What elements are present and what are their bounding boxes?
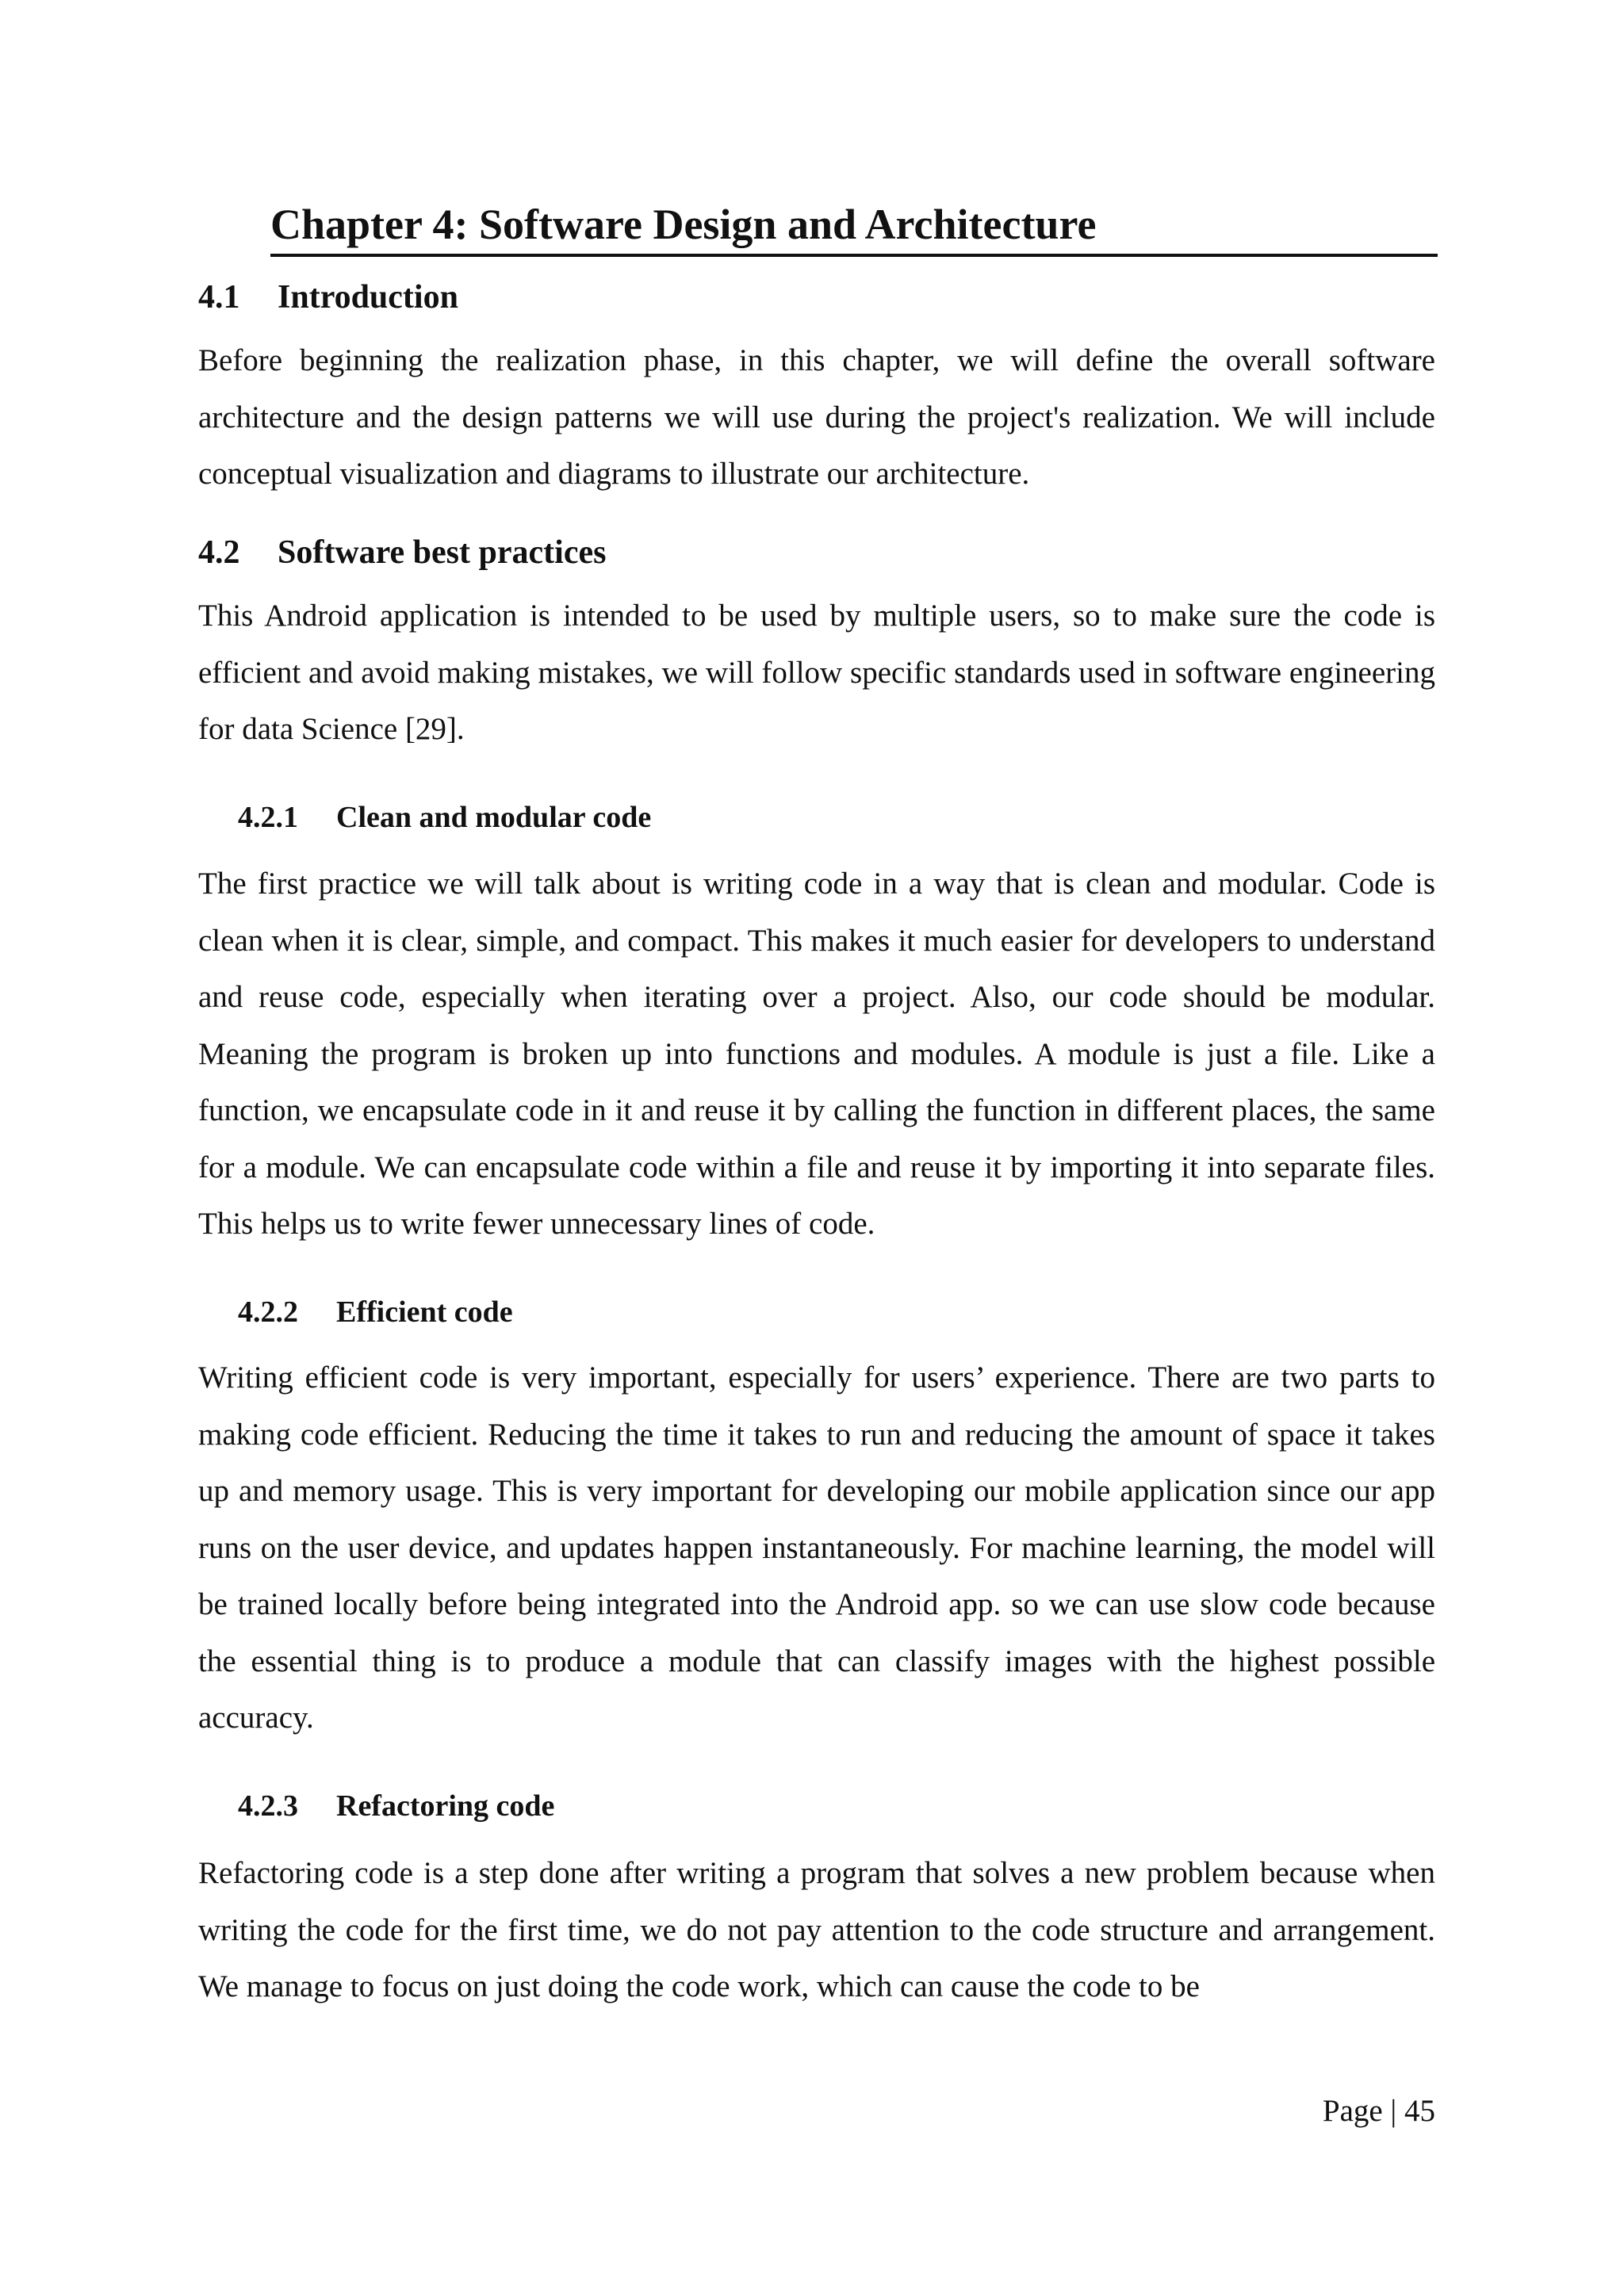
section-heading-introduction — [198, 275, 458, 320]
subsection-title: Clean and modular code — [336, 801, 652, 834]
page-number: Page | 45 — [1322, 2094, 1435, 2128]
subsection-paragraph-clean-code: The first practice we will talk about is writing code in a way that is clean and modular. Code is clean when it is clear, simple, and compact. This makes it much easier for developers to understand and reuse code, especially when iterating over a project. Also, our code should be modular. Meaning the program is broken up into functions and modules. A module is just a file. Like a function, we encapsulate code in it and reuse it by calling the function in different places, the same for a module. We can encapsulate code within a file and reuse it by importing it into separate files. This helps us to write fewer unnecessary lines of code. — [198, 867, 1435, 1241]
section-number: 4.1 — [198, 279, 240, 316]
subsection-heading-refactoring — [238, 1785, 554, 1827]
subsection-paragraph-refactoring: Refactoring code is a step done after writing a program that solves a new problem because when writing the code for the first time, we do not pay attention to the code structure and arrangement. We manage to focus on just doing the code work, which can cause the code to be — [198, 1856, 1435, 2003]
subsection-title: Refactoring code — [336, 1789, 555, 1823]
subsection-number: 4.2.2 — [238, 1295, 298, 1329]
section-title: Software best practices — [278, 534, 607, 571]
subsection-title: Efficient code — [336, 1295, 513, 1329]
section-heading-best-practices — [198, 530, 606, 575]
subsection-heading-clean-code — [238, 797, 651, 838]
subsection-number: 4.2.1 — [238, 801, 298, 834]
subsection-paragraph-efficient-code: Writing efficient code is very important, especially for users’ experience. There are two parts to making code efficient. Reducing the time it takes to run and reducing the amount of space it takes up and memory usage. This is very important for developing our mobile application since our app runs on the user device, and updates happen instantaneously. For machine learning, the model will be trained locally before being integrated into the Android app. so we can use slow code because the essential thing is to produce a module that can classify images with the highest possible accuracy. — [198, 1360, 1435, 1735]
subsection-number: 4.2.3 — [238, 1789, 298, 1823]
section-paragraph-introduction: Before beginning the realization phase, in this chapter, we will define the overall software architecture and the design patterns we will use during the project's realization. We will include conceptual visualization and diagrams to illustrate our architecture. — [198, 343, 1435, 491]
section-paragraph-best-practices: This Android application is intended to be used by multiple users, so to make sure the code is efficient and avoid making mistakes, we will follow specific standards used in software engineering for data Science [29]. — [198, 599, 1435, 746]
subsection-heading-efficient-code — [238, 1292, 513, 1333]
section-number: 4.2 — [198, 534, 240, 571]
chapter-title: Chapter 4: Software Design and Architecture — [270, 195, 1438, 257]
section-title: Introduction — [278, 279, 458, 316]
